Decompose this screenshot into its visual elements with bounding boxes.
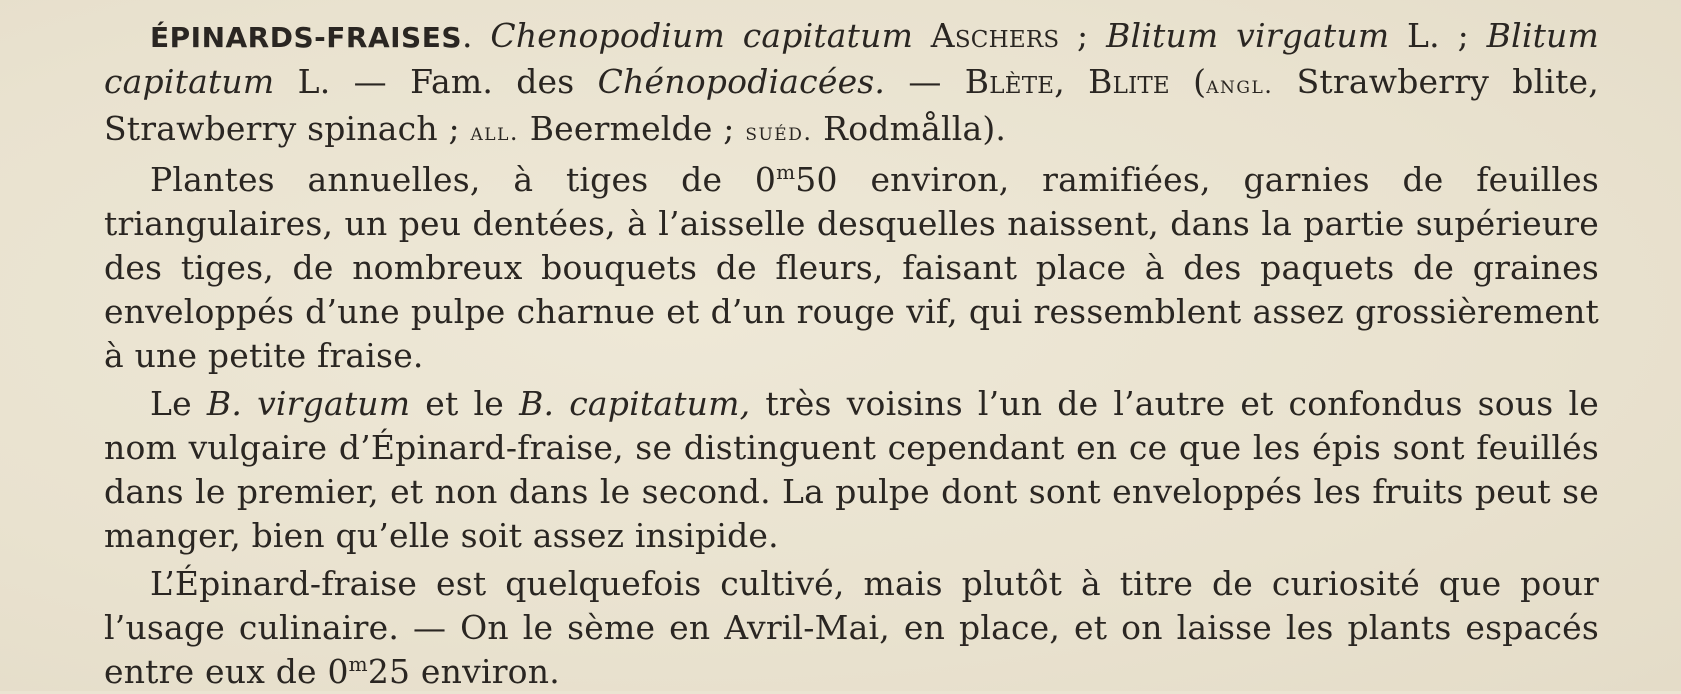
description-text-start: Plantes annuelles, à tiges de 0 bbox=[150, 160, 777, 199]
lang-label-swedish: suéd. bbox=[745, 118, 813, 146]
lang-label-german: all. bbox=[470, 118, 519, 146]
vernacular-name-2: Blite bbox=[1088, 62, 1170, 101]
names-english: Strawberry blite, Strawberry spinach ; bbox=[104, 62, 1599, 148]
names-german: Beermelde ; bbox=[529, 109, 735, 148]
comparison-paragraph bbox=[104, 382, 1599, 558]
comparison-text-2: et le bbox=[425, 384, 505, 423]
description-text-rest: 50 environ, ramifiées, garnies de feuilles triangulaires, un peu dentées, à l’aisselle desquelles naissent, dans la partie supérieure des tiges, de nombreux bouquets de fleurs, faisant place à des paquets de graines enveloppés d’une pulpe charnue et d’un rouge vif, qui ressemblent assez grossièrement à une petite fraise. bbox=[104, 160, 1599, 375]
vernacular-name-1: Blète, bbox=[964, 62, 1065, 101]
synonym-2-author: L. bbox=[297, 62, 331, 101]
entry-heading-paragraph: ÉPINARDS-FRAISES. Chenopodium capitatum Aschers ; Blitum virgatum L. ; Blitum capitatum L. — Fam. des Chénopodiacées. — Blète, Blite (angl. Strawberry blite, Strawberry spinach ; all. Beermelde ; suéd. Rodmålla). bbox=[104, 16, 1599, 148]
description-paragraph bbox=[104, 158, 1599, 378]
synonym-1-author: L. bbox=[1407, 16, 1440, 55]
vernacular-separator: — bbox=[908, 62, 942, 101]
species-virgatum: B. virgatum bbox=[206, 384, 411, 423]
unit-superscript: m bbox=[348, 652, 368, 676]
names-swedish: Rodmålla). bbox=[823, 109, 1007, 148]
cultivation-text-end: 25 environ. bbox=[367, 652, 560, 691]
headword: ÉPINARDS-FRAISES bbox=[150, 21, 462, 54]
lang-label-english: angl. bbox=[1206, 71, 1274, 99]
family-name: Chénopodiacées. bbox=[597, 62, 886, 101]
synonym-2: Blitum capitatum bbox=[104, 16, 1599, 101]
comparison-text-3: très voisins l’un de l’autre et confondus sous le nom vulgaire d’Épinard-fraise, se distinguent cependant en ce que les épis sont feuillés dans le premier, et non dans le second. La pulpe dont sont enveloppés les fruits peut se manger, bien qu’elle soit assez insipide. bbox=[104, 384, 1599, 555]
synonym-1: Blitum virgatum bbox=[1106, 16, 1390, 55]
scientific-author: Aschers bbox=[930, 16, 1060, 55]
unit-superscript: m bbox=[776, 160, 796, 184]
cultivation-text-start: L’Épinard-fraise est quelquefois cultivé, mais plutôt à titre de curiosité que pour l’usage culinaire. — On le sème en Avril-Mai, en place, et on laisse les plants espacés entre eux de 0 bbox=[104, 564, 1599, 691]
scientific-name: Chenopodium capitatum bbox=[490, 16, 914, 55]
cultivation-paragraph bbox=[104, 562, 1599, 694]
species-capitatum: B. capitatum, bbox=[519, 384, 751, 423]
family-prefix: — Fam. des bbox=[353, 62, 575, 101]
comparison-text-1: Le bbox=[150, 384, 192, 423]
